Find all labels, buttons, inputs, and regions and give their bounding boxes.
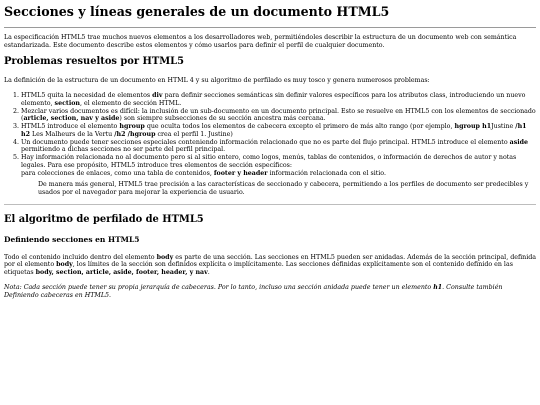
list-item: [21, 92, 536, 107]
code-term: /h1 h2: [21, 123, 527, 138]
list-item: [21, 123, 536, 138]
code-term: section: [54, 99, 81, 107]
problems-heading: Problemas resueltos por HTML5: [4, 56, 184, 68]
code-term: aside: [509, 138, 529, 146]
code-term: hgroup: [119, 123, 145, 131]
text-run: Hay información relacionada no al documento pero si al sitio entero, como logos, menús, tablas de contenidos, o información de derechos de autor y notas legales. Para ese propósito, HTML5 introduce tres elementos de sección específicos:: [21, 154, 517, 169]
title-divider: [4, 27, 536, 28]
sections-paragraph: [4, 254, 536, 277]
text-run: Nota: Cada sección puede tener su propia jerarquía de cabeceras. Por lo tanto, incluso una sección anidada puede tener un elemento: [4, 283, 434, 291]
code-term: hgroup h1: [454, 123, 492, 131]
text-run: HTML5 introduce el elemento: [21, 123, 120, 131]
code-term: /h2 /hgroup: [114, 130, 156, 138]
text-run: HTML5 quita la necesidad de elementos: [21, 92, 153, 100]
code-term: article, section, nav y aside: [23, 115, 120, 123]
summary-quote: De manera más general, HTML5 trae precisión a las características de seccionado y cabecera, permitiendo a los perfiles de documento ser predecibles y usados por el navegador para mejorar la experiencia de usuario.: [38, 181, 529, 197]
algorithm-heading: El algoritmo de perfilado de HTML5: [4, 213, 204, 225]
code-term: footer y header: [213, 169, 268, 177]
defining-sections-heading: Definiendo secciones en HTML5: [4, 234, 140, 244]
problems-lead: La definición de la estructura de un documento en HTML 4 y su algoritmo de perfilado es muy tosco y genera numerosos problemas:: [4, 77, 430, 85]
text-run: Todo el contenido incluido dentro del elemento: [4, 253, 157, 261]
text-run: .: [207, 269, 210, 277]
code-term: h1: [433, 283, 443, 291]
text-run: para definir secciones semánticas sin definir valores específicos para los atributos class, introduciendo un nuevo elemento,: [21, 92, 526, 107]
text-run: Les Malheurs de la Vertu: [29, 130, 115, 138]
intro-paragraph: La especificación HTML5 trae muchos nuevos elementos a los desarrolladores web, permitiéndoles describir la estructura de un documento web con semántica estandarizada. Este documento describe estos elementos y cómo usarlos para definir el perfil de cualquier documento.: [4, 34, 517, 49]
code-term: div: [152, 92, 163, 100]
problems-list: [4, 92, 536, 197]
page-title: Secciones y líneas generales de un documento HTML5: [4, 4, 390, 19]
list-item: [21, 139, 536, 154]
text-run: es parte de una sección. Las secciones en HTML5 pueden ser anidadas. Además de la sección principal, definida por el elemento: [4, 253, 537, 269]
list-item: [21, 108, 536, 123]
code-term: body: [56, 261, 73, 269]
text-run: ) son siempre subsecciones de su sección ancestra más cercana.: [119, 115, 326, 123]
text-run: Justine: [491, 123, 516, 131]
list-item: [21, 154, 536, 197]
code-term: body: [156, 253, 174, 261]
text-run: crea el perfil 1. Justine): [155, 130, 233, 138]
text-run: que oculta todos los elementos de cabecera excepto el primero de más alto rango (por ejemplo,: [144, 123, 455, 131]
text-run: , el elemento de sección HTML.: [80, 99, 182, 107]
text-run: para colecciones de enlaces, como una tabla de contenidos,: [21, 169, 214, 177]
text-run: información relacionada con el sitio.: [267, 169, 386, 177]
text-run: permitiendo a dichas secciones no ser parte del perfil principal.: [21, 146, 226, 154]
text-run: Un documento puede tener secciones especiales conteniendo información relacionado que no es parte del flujo principal. HTML5 introduce el elemento: [21, 138, 510, 146]
section-divider: [4, 204, 536, 205]
code-term: body, section, article, aside, footer, header, y nav: [35, 269, 208, 277]
text-run: , los límites de la sección son definidos explícita o implícitamente. Las secciones definidas explícitamente son el contenido definido en las etiquetas: [4, 261, 513, 277]
text-run: Mezclar varios documentos es difícil: la inclusión de un sub-documento en un documento principal. Esto se resuelve en HTML5 con los elementos de seccionado (: [21, 107, 536, 123]
text-run: . Consulte también Definiendo cabeceras en HTML5.: [4, 283, 503, 299]
note-paragraph: [4, 284, 536, 299]
